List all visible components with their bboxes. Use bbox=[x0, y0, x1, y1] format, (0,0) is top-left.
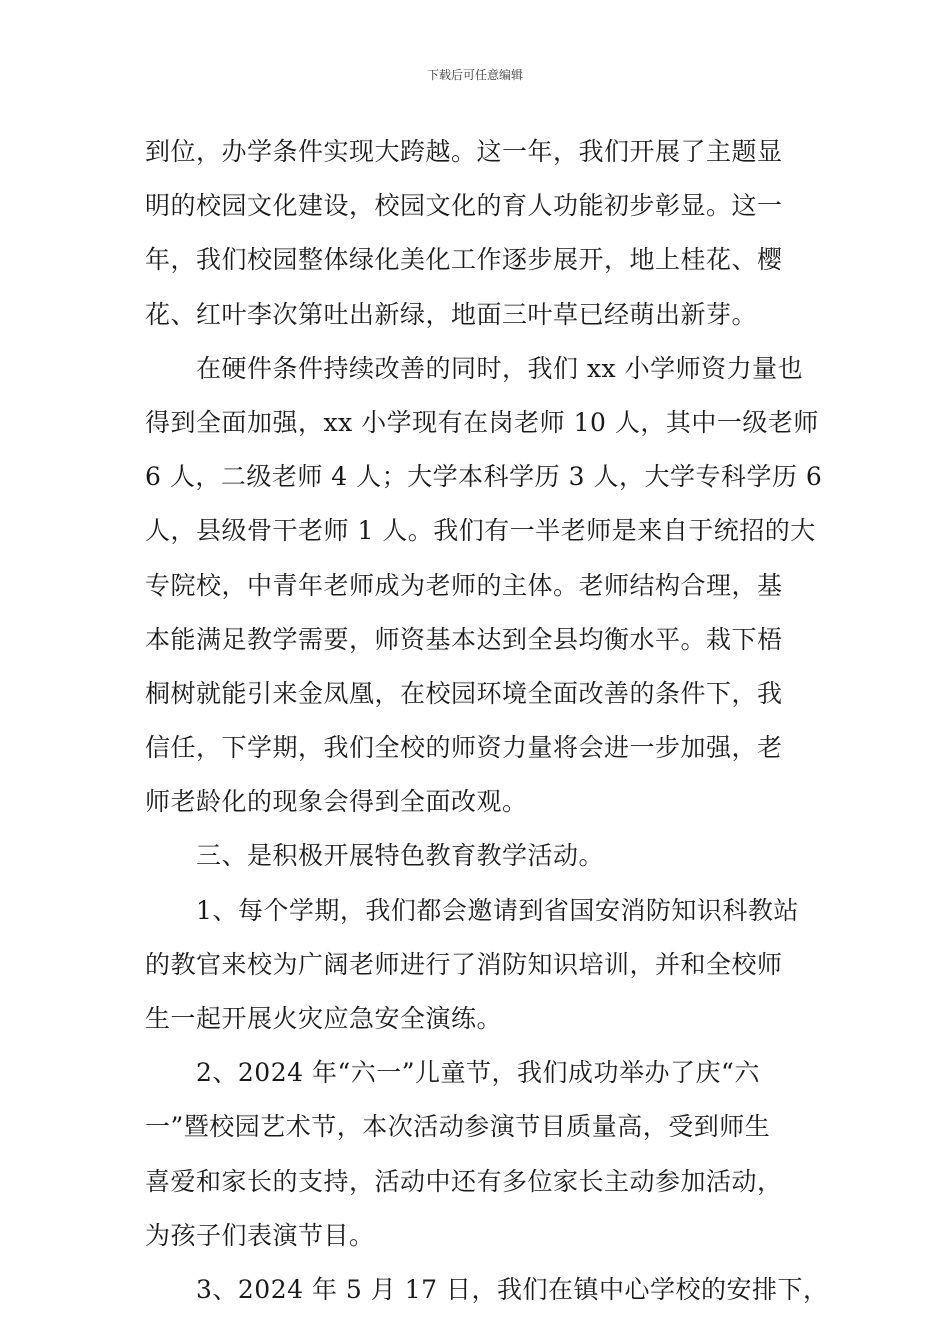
text-line: 为孩子们表演节目。 bbox=[145, 1220, 375, 1250]
text-line: 信任，下学期，我们全校的师资力量将会进一步加强，老 bbox=[145, 733, 783, 763]
text-line: 6 人，二级老师 4 人；大学本科学历 3 人，大学专科学历 6 bbox=[145, 462, 823, 492]
text-line: 2、2024 年“六一”儿童节，我们成功举办了庆“六 bbox=[145, 1058, 760, 1088]
text-line: 3、2024 年 5 月 17 日，我们在镇中心学校的安排下， bbox=[145, 1274, 829, 1304]
text-line: 一”暨校园艺术节，本次活动参演节目质量高，受到师生 bbox=[145, 1112, 771, 1142]
text-line: 在硬件条件持续改善的同时，我们 xx 小学师资力量也 bbox=[145, 353, 804, 383]
text-line: 花、红叶李次第吐出新绿，地面三叶草已经萌出新芽。 bbox=[145, 299, 758, 329]
text-line: 年，我们校园整体绿化美化工作逐步展开，地上桂花、樱 bbox=[145, 245, 783, 275]
text-line: 得到全面加强，xx 小学现有在岗老师 10 人，其中一级老师 bbox=[145, 407, 819, 437]
text-line: 1、每个学期，我们都会邀请到省国安消防知识科教站 bbox=[145, 895, 799, 925]
text-line: 三、是积极开展特色教育教学活动。 bbox=[145, 841, 605, 871]
text-line: 明的校园文化建设，校园文化的育人功能初步彰显。这一 bbox=[145, 191, 783, 221]
page-header: 下载后可任意编辑 bbox=[426, 68, 523, 82]
text-line: 生一起开展火灾应急安全演练。 bbox=[145, 1004, 503, 1033]
text-line: 师老龄化的现象会得到全面改观。 bbox=[145, 787, 528, 817]
text-line: 专院校，中青年老师成为老师的主体。老师结构合理，基 bbox=[145, 570, 783, 600]
text-line: 的教官来校为广阔老师进行了消防知识培训，并和全校师 bbox=[145, 949, 783, 979]
text-line: 人，县级骨干老师 1 人。我们有一半老师是来自于统招的大 bbox=[145, 516, 816, 546]
text-line: 桐树就能引来金凤凰，在校园环境全面改善的条件下，我 bbox=[145, 678, 783, 708]
text-line: 到位，办学条件实现大跨越。这一年，我们开展了主题显 bbox=[145, 137, 783, 166]
text-line: 喜爱和家长的支持，活动中还有多位家长主动参加活动， bbox=[145, 1166, 783, 1196]
text-line: 本能满足教学需要，师资基本达到全县均衡水平。栽下梧 bbox=[145, 624, 783, 654]
document-body bbox=[145, 130, 829, 1322]
